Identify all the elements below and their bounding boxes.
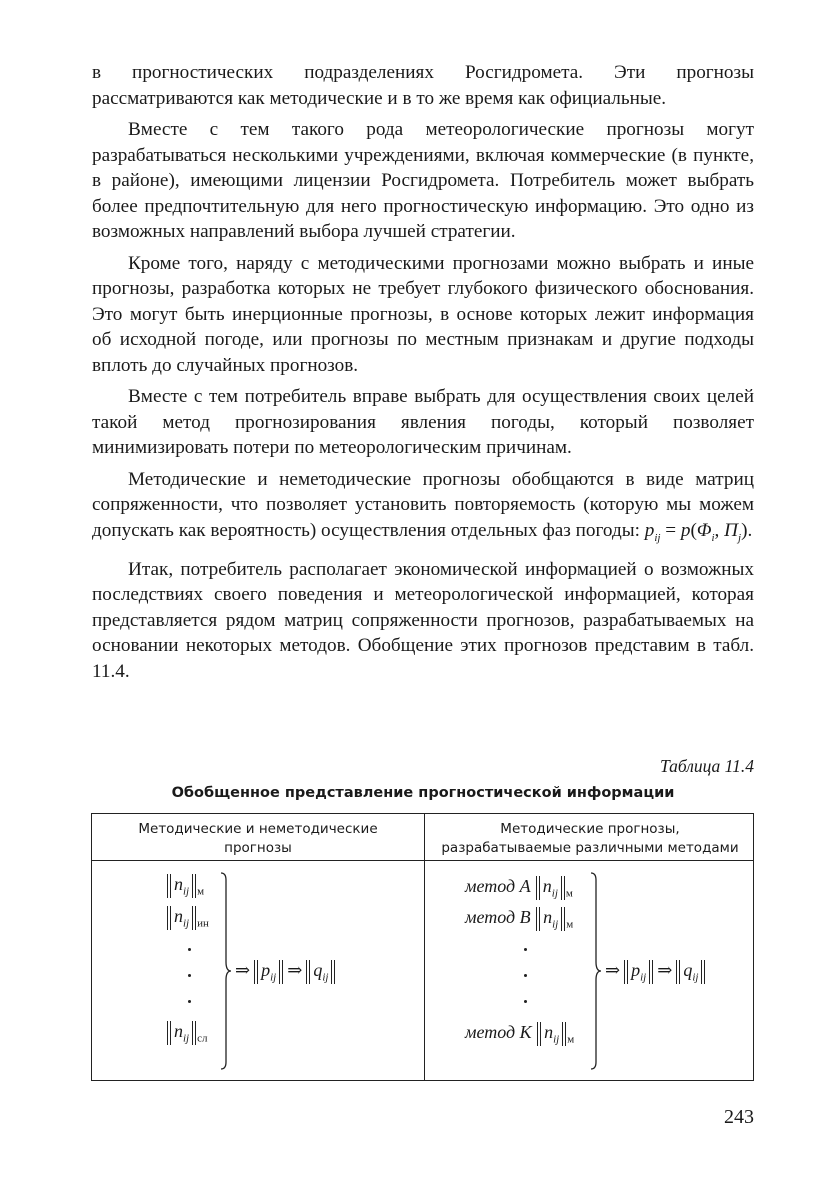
ellipsis-dot	[188, 974, 191, 977]
norm-n-in: $n_{ij}$ $_{ин}$	[166, 906, 209, 930]
weather-phase-formula: $p_{ij} = p(\Phi_i$, $\Pi_j$).	[644, 519, 753, 544]
ellipsis-dot	[188, 948, 191, 951]
paragraph-6: Итак, потребитель располагает экономической информацией о возможных последствиях своего поведения и метеорологической информацией, которая представляется рядом матриц сопряженности прогнозов, разрабатываемых на основании некоторых методов. Обобщение этих прогнозов представим в табл. 11.4.	[92, 558, 754, 682]
norm-n-sl: $n_{ij}$ $_{сл}$	[166, 1021, 208, 1045]
forecast-info-table	[91, 813, 754, 1081]
ellipsis-dot	[524, 1000, 527, 1003]
table-title: Обобщенное представление прогностической информации	[171, 785, 675, 801]
paragraph-4: Вместе с тем потребитель вправе выбрать для осуществления своих целей такой метод прогнозирования явления погоды, который позволяет минимизировать потери по метеорологическим причинам.	[92, 386, 754, 458]
ellipsis-dot	[524, 974, 527, 977]
ellipsis-dot	[188, 1000, 191, 1003]
left-brace	[220, 872, 232, 1070]
paragraph-3: Кроме того, наряду с методическими прогнозами можно выбрать и иные прогнозы, разработка которых не требует глубокого физического обоснования. Это могут быть инерционные прогнозы, в основе которых лежит информация об исходной погоде, или прогнозы по местным признакам и другие подходы вплоть до случайных прогнозов.	[92, 252, 754, 376]
table-divider-horizontal	[92, 860, 753, 861]
table-label: Таблица 11.4	[659, 756, 754, 776]
header-right: Методические прогнозы, разрабатываемые различными методами	[441, 821, 739, 856]
left-transform-chain: ⇒ $p_{ij}$ ⇒ $q_{ij}$	[232, 960, 336, 984]
method-b-row: метод B $n_{ij}$ $_м$	[465, 907, 574, 931]
paragraph-1: в прогностических подразделениях Росгидромета. Эти прогнозы рассматриваются как методические и в то же время как официальные.	[92, 62, 754, 109]
header-left: Методические и неметодические прогнозы	[138, 821, 378, 856]
ellipsis-dot	[524, 948, 527, 951]
page-number: 243	[724, 1106, 754, 1128]
paragraph-5	[92, 467, 754, 551]
paragraph-5-text: Методические и неметодические прогнозы обобщаются в виде матриц сопряженности, что позволяет установить повторяемость (которую мы можем допускать как вероятность) осуществления отдельных фаз погоды:	[92, 468, 754, 541]
method-a-row: метод A $n_{ij}$ $_м$	[465, 876, 573, 900]
right-brace	[590, 872, 602, 1070]
norm-n-m: $n_{ij}$ $_м$	[166, 874, 204, 898]
paragraph-2: Вместе с тем такого рода метеорологические прогнозы могут разрабатываться несколькими учреждениями, включая коммерческие (в пункте, в районе), имеющими лицензии Росгидромета. Потребитель может выбрать более предпочтительную для него прогностическую информацию. Это одно из возможных направлений выбора лучшей стратегии.	[92, 119, 754, 242]
body-text	[92, 60, 754, 684]
right-transform-chain: ⇒ $p_{ij}$ ⇒ $q_{ij}$	[602, 960, 706, 984]
method-k-row: метод K $n_{ij}$ $_м$	[465, 1022, 575, 1046]
